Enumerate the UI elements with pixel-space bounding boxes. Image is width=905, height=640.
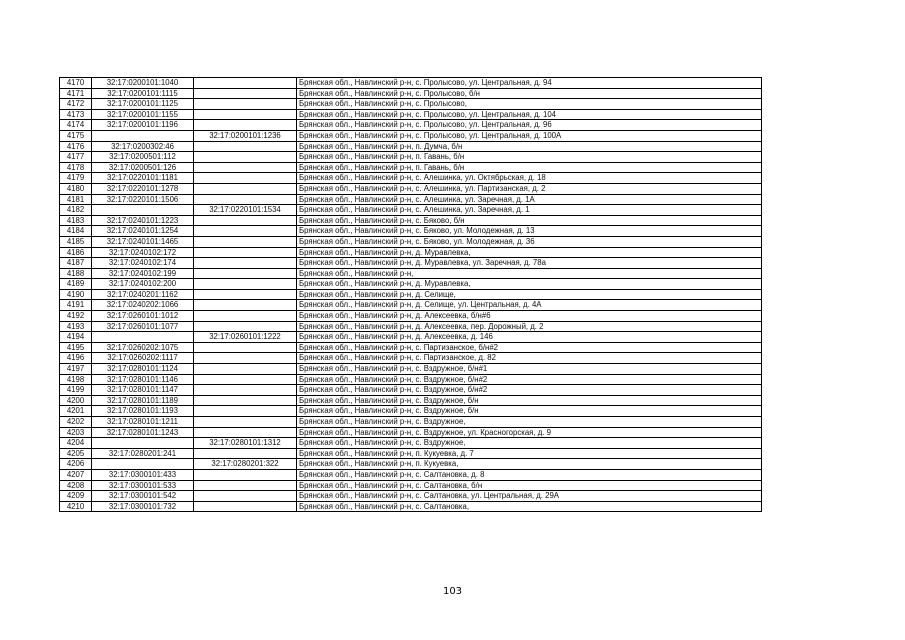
- cadastral-number-cell: 32:17:0220101:1506: [92, 194, 194, 205]
- row-number-cell: 4206: [60, 459, 92, 470]
- row-number-cell: 4203: [60, 427, 92, 438]
- address-cell: Брянская обл., Навлинский р-н, с. Пролысово,: [297, 99, 762, 110]
- address-cell: Брянская обл., Навлинский р-н, с. Алешинка, ул. Октябрьская, д. 18: [297, 173, 762, 184]
- address-cell: Брянская обл., Навлинский р-н, с. Партизанское, д. 82: [297, 353, 762, 364]
- table-row: [60, 268, 762, 279]
- table-row: [60, 459, 762, 470]
- table-row: [60, 332, 762, 343]
- cadastral-number-cell: 32:17:0220101:1278: [92, 183, 194, 194]
- cadastral-number-cell: [92, 205, 194, 216]
- cadastral-number-secondary-cell: [194, 289, 297, 300]
- address-cell: Брянская обл., Навлинский р-н, с. Вздружное,: [297, 417, 762, 428]
- cadastral-number-cell: 32:17:0300101:433: [92, 469, 194, 480]
- address-cell: Брянская обл., Навлинский р-н, п. Гавань, б/н: [297, 162, 762, 173]
- address-cell: Брянская обл., Навлинский р-н, п. Гавань, б/н: [297, 152, 762, 163]
- row-number-cell: 4177: [60, 152, 92, 163]
- cadastral-number-cell: 32:17:0240102:172: [92, 247, 194, 258]
- table-row: [60, 342, 762, 353]
- row-number-cell: 4175: [60, 130, 92, 141]
- address-cell: Брянская обл., Навлинский р-н, с. Вздружное,: [297, 438, 762, 449]
- table-row: [60, 226, 762, 237]
- row-number-cell: 4201: [60, 406, 92, 417]
- cadastral-number-cell: 32:17:0240201:1162: [92, 289, 194, 300]
- cadastral-number-secondary-cell: [194, 480, 297, 491]
- registry-table-body: [60, 78, 762, 512]
- cadastral-number-secondary-cell: [194, 364, 297, 375]
- row-number-cell: 4193: [60, 321, 92, 332]
- cadastral-number-secondary-cell: [194, 226, 297, 237]
- cadastral-number-secondary-cell: [194, 162, 297, 173]
- cadastral-number-cell: 32:17:0200101:1115: [92, 88, 194, 99]
- cadastral-number-secondary-cell: [194, 279, 297, 290]
- row-number-cell: 4187: [60, 258, 92, 269]
- row-number-cell: 4184: [60, 226, 92, 237]
- table-row: [60, 173, 762, 184]
- table-row: [60, 99, 762, 110]
- table-row: [60, 236, 762, 247]
- table-row: [60, 427, 762, 438]
- address-cell: Брянская обл., Навлинский р-н, с. Пролысово, ул. Центральная, д. 94: [297, 78, 762, 89]
- table-row: [60, 183, 762, 194]
- cadastral-number-secondary-cell: [194, 247, 297, 258]
- row-number-cell: 4197: [60, 364, 92, 375]
- address-cell: Брянская обл., Навлинский р-н, д. Селище,: [297, 289, 762, 300]
- table-row: [60, 353, 762, 364]
- cadastral-number-cell: 32:17:0240102:200: [92, 279, 194, 290]
- table-row: [60, 162, 762, 173]
- row-number-cell: 4198: [60, 374, 92, 385]
- cadastral-number-cell: 32:17:0240101:1254: [92, 226, 194, 237]
- row-number-cell: 4209: [60, 491, 92, 502]
- address-cell: Брянская обл., Навлинский р-н, с. Пролысово, б/н: [297, 88, 762, 99]
- row-number-cell: 4176: [60, 141, 92, 152]
- table-row: [60, 385, 762, 396]
- cadastral-number-secondary-cell: [194, 342, 297, 353]
- cadastral-number-cell: 32:17:0300101:732: [92, 501, 194, 512]
- table-row: [60, 469, 762, 480]
- cadastral-number-cell: [92, 332, 194, 343]
- table-row: [60, 374, 762, 385]
- table-row: [60, 109, 762, 120]
- row-number-cell: 4205: [60, 448, 92, 459]
- row-number-cell: 4189: [60, 279, 92, 290]
- cadastral-number-cell: 32:17:0200101:1155: [92, 109, 194, 120]
- cadastral-number-cell: 32:17:0240102:199: [92, 268, 194, 279]
- row-number-cell: 4188: [60, 268, 92, 279]
- table-row: [60, 491, 762, 502]
- row-number-cell: 4208: [60, 480, 92, 491]
- table-row: [60, 279, 762, 290]
- address-cell: Брянская обл., Навлинский р-н, с. Вздружное, б/н#2: [297, 385, 762, 396]
- address-cell: Брянская обл., Навлинский р-н, п. Думча, б/н: [297, 141, 762, 152]
- cadastral-number-cell: 32:17:0280101:1146: [92, 374, 194, 385]
- row-number-cell: 4180: [60, 183, 92, 194]
- cadastral-number-secondary-cell: [194, 406, 297, 417]
- address-cell: Брянская обл., Навлинский р-н, с. Пролысово, ул. Центральная, д. 104: [297, 109, 762, 120]
- cadastral-number-cell: 32:17:0240101:1223: [92, 215, 194, 226]
- cadastral-number-secondary-cell: [194, 448, 297, 459]
- table-row: [60, 300, 762, 311]
- table-row: [60, 480, 762, 491]
- row-number-cell: 4186: [60, 247, 92, 258]
- table-row: [60, 501, 762, 512]
- row-number-cell: 4170: [60, 78, 92, 89]
- row-number-cell: 4172: [60, 99, 92, 110]
- address-cell: Брянская обл., Навлинский р-н, с. Вздружное, б/н#1: [297, 364, 762, 375]
- address-cell: Брянская обл., Навлинский р-н, с. Вздружное, б/н: [297, 406, 762, 417]
- cadastral-number-secondary-cell: [194, 215, 297, 226]
- row-number-cell: 4202: [60, 417, 92, 428]
- cadastral-number-cell: [92, 130, 194, 141]
- row-number-cell: 4190: [60, 289, 92, 300]
- row-number-cell: 4199: [60, 385, 92, 396]
- cadastral-number-secondary-cell: [194, 353, 297, 364]
- table-row: [60, 247, 762, 258]
- cadastral-number-secondary-cell: [194, 194, 297, 205]
- address-cell: Брянская обл., Навлинский р-н, с. Пролысово, ул. Центральная, д. 96: [297, 120, 762, 131]
- cadastral-number-cell: [92, 438, 194, 449]
- registry-table: [59, 77, 762, 512]
- cadastral-number-cell: 32:17:0260202:1075: [92, 342, 194, 353]
- cadastral-number-secondary-cell: [194, 173, 297, 184]
- row-number-cell: 4191: [60, 300, 92, 311]
- address-cell: Брянская обл., Навлинский р-н, д. Алексеевка, б/н#6: [297, 311, 762, 322]
- table-row: [60, 289, 762, 300]
- address-cell: Брянская обл., Навлинский р-н, с. Алешинка, ул. Заречная, д. 1А: [297, 194, 762, 205]
- address-cell: Брянская обл., Навлинский р-н, с. Вздружное, б/н#2: [297, 374, 762, 385]
- row-number-cell: 4171: [60, 88, 92, 99]
- cadastral-number-secondary-cell: [194, 88, 297, 99]
- row-number-cell: 4210: [60, 501, 92, 512]
- cadastral-number-secondary-cell: [194, 469, 297, 480]
- row-number-cell: 4179: [60, 173, 92, 184]
- table-row: [60, 141, 762, 152]
- address-cell: Брянская обл., Навлинский р-н, д. Селище, ул. Центральная, д. 4А: [297, 300, 762, 311]
- cadastral-number-secondary-cell: [194, 152, 297, 163]
- address-cell: Брянская обл., Навлинский р-н,: [297, 268, 762, 279]
- cadastral-number-secondary-cell: [194, 427, 297, 438]
- address-cell: Брянская обл., Навлинский р-н, с. Салтановка, д. 8: [297, 469, 762, 480]
- row-number-cell: 4194: [60, 332, 92, 343]
- cadastral-number-cell: 32:17:0260101:1077: [92, 321, 194, 332]
- cadastral-number-cell: 32:17:0280101:1147: [92, 385, 194, 396]
- cadastral-number-secondary-cell: [194, 501, 297, 512]
- address-cell: Брянская обл., Навлинский р-н, с. Алешинка, ул. Партизанская, д. 2: [297, 183, 762, 194]
- cadastral-number-secondary-cell: 32:17:0280101:1312: [194, 438, 297, 449]
- cadastral-number-secondary-cell: 32:17:0200101:1236: [194, 130, 297, 141]
- address-cell: Брянская обл., Навлинский р-н, с. Бяково, ул. Молодежная, д. 13: [297, 226, 762, 237]
- row-number-cell: 4181: [60, 194, 92, 205]
- row-number-cell: 4182: [60, 205, 92, 216]
- cadastral-number-secondary-cell: [194, 491, 297, 502]
- row-number-cell: 4195: [60, 342, 92, 353]
- cadastral-number-secondary-cell: [194, 109, 297, 120]
- cadastral-number-cell: 32:17:0200302:46: [92, 141, 194, 152]
- table-row: [60, 406, 762, 417]
- cadastral-number-cell: 32:17:0240101:1465: [92, 236, 194, 247]
- cadastral-number-cell: 32:17:0200101:1196: [92, 120, 194, 131]
- cadastral-number-secondary-cell: [194, 236, 297, 247]
- cadastral-number-cell: 32:17:0200501:126: [92, 162, 194, 173]
- address-cell: Брянская обл., Навлинский р-н, с. Салтановка,: [297, 501, 762, 512]
- row-number-cell: 4204: [60, 438, 92, 449]
- cadastral-number-cell: 32:17:0200101:1125: [92, 99, 194, 110]
- page-number: 103: [442, 586, 463, 597]
- row-number-cell: 4192: [60, 311, 92, 322]
- address-cell: Брянская обл., Навлинский р-н, п. Кукуевка, д. 7: [297, 448, 762, 459]
- address-cell: Брянская обл., Навлинский р-н, д. Муравлевка, ул. Заречная, д. 78а: [297, 258, 762, 269]
- cadastral-number-secondary-cell: [194, 395, 297, 406]
- row-number-cell: 4200: [60, 395, 92, 406]
- cadastral-number-cell: [92, 459, 194, 470]
- cadastral-number-cell: 32:17:0280101:1189: [92, 395, 194, 406]
- table-row: [60, 78, 762, 89]
- table-row: [60, 321, 762, 332]
- cadastral-number-cell: 32:17:0240202:1066: [92, 300, 194, 311]
- row-number-cell: 4173: [60, 109, 92, 120]
- cadastral-number-cell: 32:17:0240102:174: [92, 258, 194, 269]
- cadastral-number-secondary-cell: [194, 311, 297, 322]
- cadastral-number-secondary-cell: [194, 385, 297, 396]
- address-cell: Брянская обл., Навлинский р-н, с. Бяково, ул. Молодежная, д. 36: [297, 236, 762, 247]
- row-number-cell: 4178: [60, 162, 92, 173]
- address-cell: Брянская обл., Навлинский р-н, с. Пролысово, ул. Центральная, д. 100А: [297, 130, 762, 141]
- table-row: [60, 364, 762, 375]
- cadastral-number-cell: 32:17:0260101:1012: [92, 311, 194, 322]
- cadastral-number-secondary-cell: 32:17:0280201:322: [194, 459, 297, 470]
- table-row: [60, 215, 762, 226]
- address-cell: Брянская обл., Навлинский р-н, д. Муравлевка,: [297, 247, 762, 258]
- table-row: [60, 438, 762, 449]
- address-cell: Брянская обл., Навлинский р-н, д. Алексеевка, пер. Дорожный, д. 2: [297, 321, 762, 332]
- address-cell: Брянская обл., Навлинский р-н, с. Салтановка, б/н: [297, 480, 762, 491]
- cadastral-number-secondary-cell: [194, 141, 297, 152]
- cadastral-number-cell: 32:17:0280101:1124: [92, 364, 194, 375]
- table-row: [60, 88, 762, 99]
- cadastral-number-cell: 32:17:0300101:542: [92, 491, 194, 502]
- cadastral-number-secondary-cell: [194, 374, 297, 385]
- table-row: [60, 395, 762, 406]
- table-row: [60, 120, 762, 131]
- cadastral-number-cell: 32:17:0260202:1117: [92, 353, 194, 364]
- table-row: [60, 130, 762, 141]
- cadastral-number-secondary-cell: [194, 99, 297, 110]
- cadastral-number-cell: 32:17:0200101:1040: [92, 78, 194, 89]
- cadastral-number-secondary-cell: 32:17:0260101:1222: [194, 332, 297, 343]
- cadastral-number-cell: 32:17:0280201:241: [92, 448, 194, 459]
- cadastral-number-cell: 32:17:0300101:533: [92, 480, 194, 491]
- cadastral-number-secondary-cell: [194, 321, 297, 332]
- address-cell: Брянская обл., Навлинский р-н, с. Партизанское, б/н#2: [297, 342, 762, 353]
- cadastral-number-secondary-cell: 32:17:0220101:1534: [194, 205, 297, 216]
- row-number-cell: 4174: [60, 120, 92, 131]
- cadastral-number-cell: 32:17:0280101:1211: [92, 417, 194, 428]
- table-row: [60, 152, 762, 163]
- address-cell: Брянская обл., Навлинский р-н, с. Вздружное, ул. Красногорская, д. 9: [297, 427, 762, 438]
- row-number-cell: 4185: [60, 236, 92, 247]
- cadastral-number-secondary-cell: [194, 258, 297, 269]
- cadastral-number-secondary-cell: [194, 268, 297, 279]
- cadastral-number-secondary-cell: [194, 300, 297, 311]
- table-row: [60, 311, 762, 322]
- row-number-cell: 4183: [60, 215, 92, 226]
- cadastral-number-cell: 32:17:0200501:112: [92, 152, 194, 163]
- row-number-cell: 4207: [60, 469, 92, 480]
- cadastral-number-secondary-cell: [194, 417, 297, 428]
- address-cell: Брянская обл., Навлинский р-н, д. Алексеевка, д. 146: [297, 332, 762, 343]
- address-cell: Брянская обл., Навлинский р-н, с. Вздружное, б/н: [297, 395, 762, 406]
- address-cell: Брянская обл., Навлинский р-н, д. Муравлевка,: [297, 279, 762, 290]
- row-number-cell: 4196: [60, 353, 92, 364]
- cadastral-number-secondary-cell: [194, 120, 297, 131]
- table-row: [60, 258, 762, 269]
- table-row: [60, 448, 762, 459]
- cadastral-number-cell: 32:17:0280101:1193: [92, 406, 194, 417]
- cadastral-number-cell: 32:17:0220101:1181: [92, 173, 194, 184]
- address-cell: Брянская обл., Навлинский р-н, с. Бяково, б/н: [297, 215, 762, 226]
- address-cell: Брянская обл., Навлинский р-н, с. Салтановка, ул. Центральная, д. 29А: [297, 491, 762, 502]
- table-row: [60, 417, 762, 428]
- cadastral-number-secondary-cell: [194, 183, 297, 194]
- table-row: [60, 194, 762, 205]
- cadastral-number-cell: 32:17:0280101:1243: [92, 427, 194, 438]
- address-cell: Брянская обл., Навлинский р-н, п. Кукуевка,: [297, 459, 762, 470]
- address-cell: Брянская обл., Навлинский р-н, с. Алешинка, ул. Заречная, д. 1: [297, 205, 762, 216]
- table-row: [60, 205, 762, 216]
- cadastral-number-secondary-cell: [194, 78, 297, 89]
